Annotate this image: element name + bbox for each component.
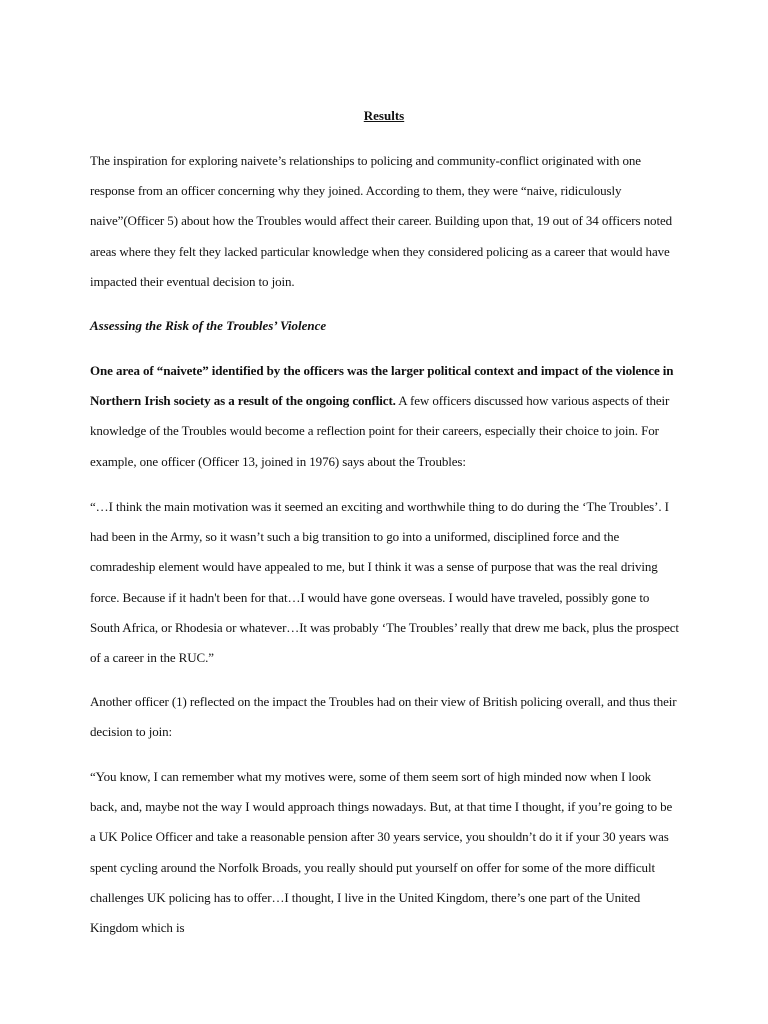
paragraph-intro: The inspiration for exploring naivete’s relationships to policing and community-conflict originated with one response from an officer concerning why they joined. According to them, they were “naive, ridiculously naive”(Officer 5) about how the Troubles would affect their career. Building upon that, 19 out of 34 officers noted areas where they felt they lacked particular knowledge when they considered policing as a career that would have impacted their eventual decision to join. (90, 153, 673, 289)
subsection-heading: Assessing the Risk of the Troubles’ Violence (90, 318, 327, 333)
paragraph-officer-1: Another officer (1) reflected on the impact the Troubles had on their view of British policing overall, and thus their decision to join: (90, 694, 677, 740)
paragraph-naivete (90, 356, 680, 477)
section-heading: Results (363, 108, 405, 123)
paragraph-naivete-body: A few officers discussed how various aspects of their knowledge of the Troubles would become a reflection point for their careers, especially their choice to join. For example, one officer (Officer 13, joined in 1976) says about the Troubles: (90, 393, 670, 469)
paragraph-naivete-bold-lead: One area of “naivete” identified by the officers was the larger political context and impact of the violence in Northern Irish society as a result of the ongoing conflict. (90, 363, 674, 409)
quote-officer-1: “You know, I can remember what my motives were, some of them seem sort of high minded now when I look back, and, maybe not the way I would approach things nowadays. But, at that time I thought, if you’re going to be a UK Police Officer and take a reasonable pension after 30 years service, you shouldn’t do it if your 30 years was spent cycling around the Norfolk Broads, you really should put yourself on offer for some of the more difficult challenges UK policing has to offer…I thought, I live in the United Kingdom, there’s one part of the United Kingdom which is (90, 769, 673, 936)
quote-officer-13: “…I think the main motivation was it seemed an exciting and worthwhile thing to do during the ‘The Troubles’. I had been in the Army, so it wasn’t such a big transition to go into a uniformed, disciplined force and the comradeship element would have appealed to me, but I think it was a sense of purpose that was the real driving force. Because if it hadn't been for that…I would have gone overseas. I would have traveled, possibly gone to South Africa, or Rhodesia or whatever…It was probably ‘The Troubles’ really that drew me back, plus the prospect of a career in the RUC.” (90, 499, 679, 666)
